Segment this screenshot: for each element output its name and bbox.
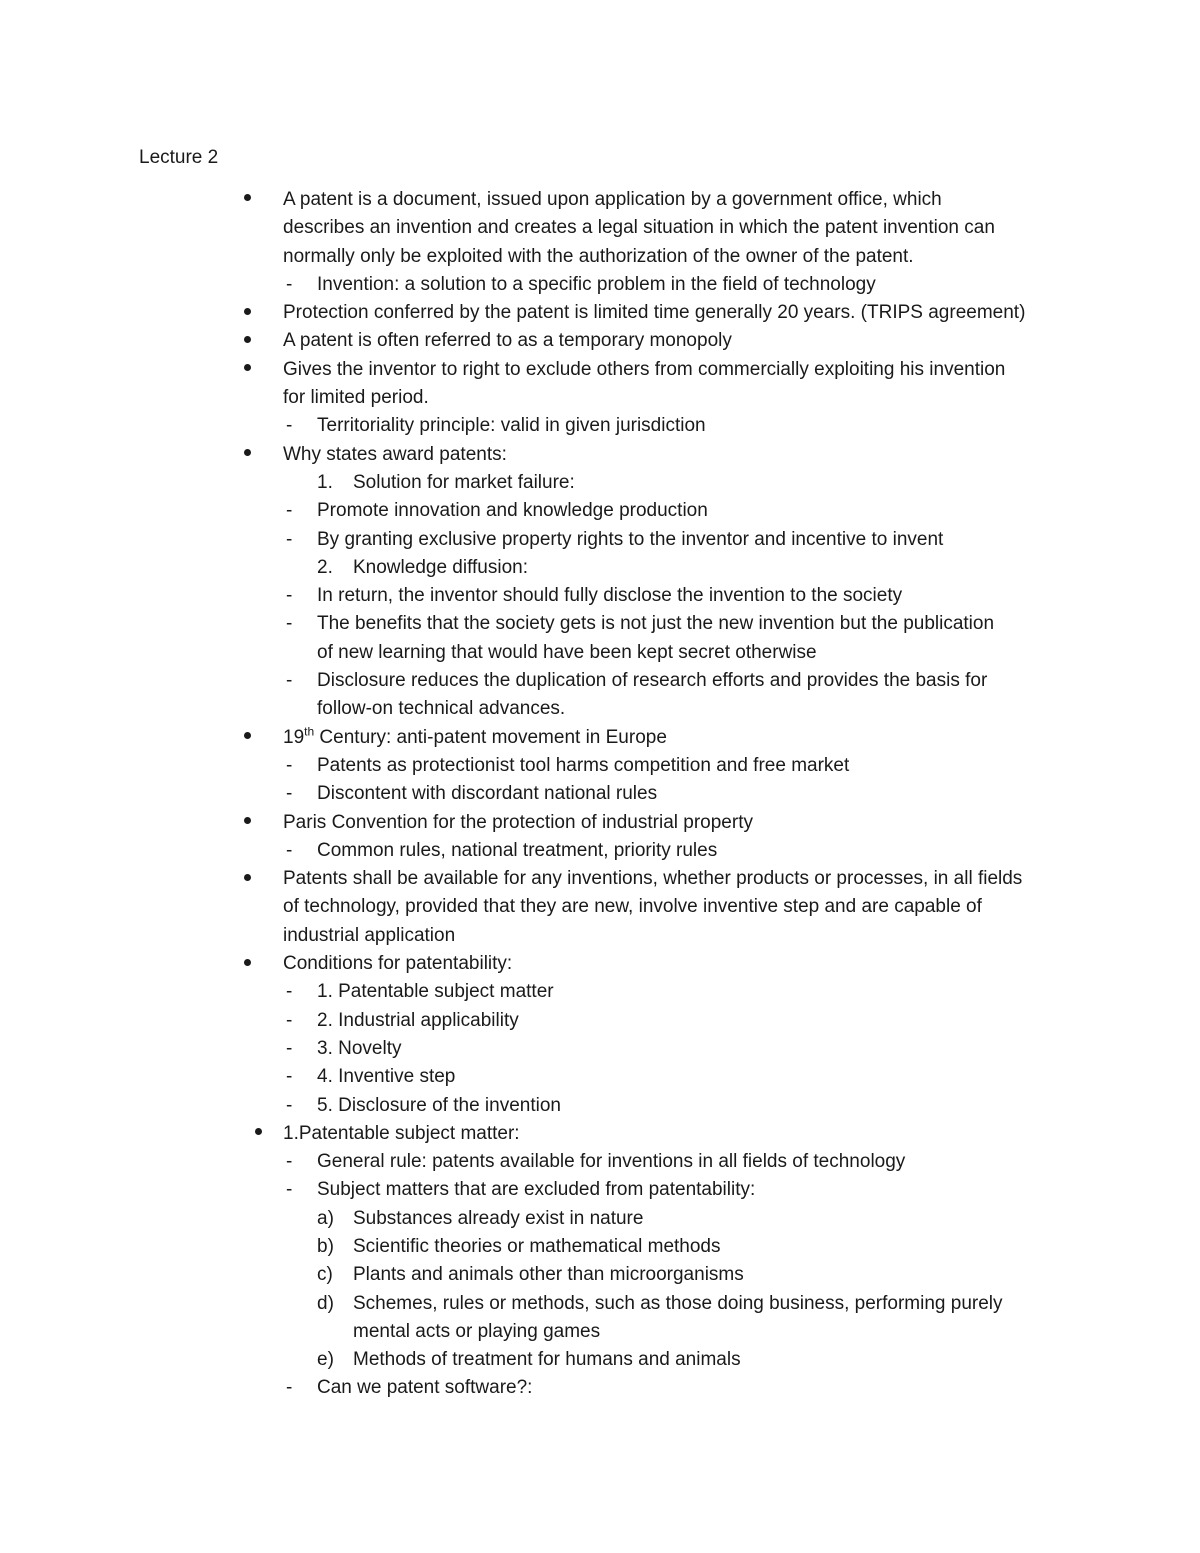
list-item-text: Can we patent software?: xyxy=(317,1377,533,1399)
list-item-text: 4. Inventive step xyxy=(317,1066,456,1088)
list-item xyxy=(0,214,1200,242)
list-marker: - xyxy=(286,783,293,805)
list-item-text: Methods of treatment for humans and animals xyxy=(353,1349,741,1371)
list-marker: - xyxy=(286,613,293,635)
list-item xyxy=(0,1148,1200,1176)
list-marker: - xyxy=(286,1179,293,1201)
list-item-text: 5. Disclosure of the invention xyxy=(317,1094,561,1116)
bullet-icon xyxy=(244,299,251,327)
list-item-text: General rule: patents available for inventions in all fields of technology xyxy=(317,1151,906,1173)
list-item-text: Substances already exist in nature xyxy=(353,1207,644,1229)
list-item xyxy=(0,1007,1200,1035)
list-item xyxy=(0,1092,1200,1120)
list-item-text: normally only be exploited with the authorization of the owner of the patent. xyxy=(283,245,914,267)
list-item-text: In return, the inventor should fully disclose the invention to the society xyxy=(317,585,903,607)
list-item-text: Conditions for patentability: xyxy=(283,953,513,975)
list-item xyxy=(0,1120,1200,1148)
list-item xyxy=(0,1205,1200,1233)
list-marker: - xyxy=(286,1151,293,1173)
list-item xyxy=(0,1374,1200,1402)
list-item xyxy=(0,752,1200,780)
list-item-text: Subject matters that are excluded from patentability: xyxy=(317,1179,756,1201)
list-item-text: 3. Novelty xyxy=(317,1037,402,1059)
list-item xyxy=(0,1176,1200,1204)
century-text: Century: anti-patent movement in Europe xyxy=(314,726,667,748)
list-item xyxy=(0,922,1200,950)
list-item-text: 1.Patentable subject matter: xyxy=(283,1122,520,1144)
list-item xyxy=(0,695,1200,723)
list-item xyxy=(0,299,1200,327)
list-item-text: Patents as protectionist tool harms competition and free market xyxy=(317,754,850,776)
list-marker: 1. xyxy=(317,471,333,493)
list-item-text: 2. Industrial applicability xyxy=(317,1009,519,1031)
list-item xyxy=(0,1035,1200,1063)
list-item xyxy=(0,950,1200,978)
list-item xyxy=(0,1063,1200,1091)
list-item-text: follow-on technical advances. xyxy=(317,698,566,720)
bullet-icon xyxy=(244,186,251,214)
list-item xyxy=(0,724,1200,752)
list-item xyxy=(0,327,1200,355)
list-marker: e) xyxy=(317,1349,334,1371)
list-marker: d) xyxy=(317,1292,334,1314)
list-marker: c) xyxy=(317,1264,333,1286)
list-item xyxy=(0,1261,1200,1289)
list-item-text: Plants and animals other than microorganisms xyxy=(353,1264,744,1286)
bullet-icon xyxy=(244,327,251,355)
list-item xyxy=(0,893,1200,921)
bullet-icon xyxy=(244,441,251,469)
list-item-text: for limited period. xyxy=(283,387,429,409)
list-marker: - xyxy=(286,754,293,776)
page-title: Lecture 2 xyxy=(139,147,219,168)
list-item-text: Common rules, national treatment, priority rules xyxy=(317,839,718,861)
list-item-text: describes an invention and creates a legal situation in which the patent invention can xyxy=(283,217,995,239)
list-item xyxy=(0,837,1200,865)
list-marker: - xyxy=(286,273,293,295)
list-marker: - xyxy=(286,585,293,607)
list-marker: - xyxy=(286,670,293,692)
list-item xyxy=(0,1290,1200,1318)
list-marker: - xyxy=(286,1066,293,1088)
list-item-text: Solution for market failure: xyxy=(353,471,575,493)
notes-list xyxy=(0,186,1200,1403)
list-item-text: Gives the inventor to right to exclude others from commercially exploiting his invention xyxy=(283,358,1006,380)
list-item xyxy=(0,1346,1200,1374)
list-item-text: of new learning that would have been kept secret otherwise xyxy=(317,641,817,663)
list-item-text: By granting exclusive property rights to the inventor and incentive to invent xyxy=(317,528,944,550)
list-marker: - xyxy=(286,839,293,861)
list-item-text: Protection conferred by the patent is limited time generally 20 years. (TRIPS agreement) xyxy=(283,302,1026,324)
list-item xyxy=(0,639,1200,667)
list-item xyxy=(0,412,1200,440)
list-item-text: Discontent with discordant national rules xyxy=(317,783,658,805)
list-item xyxy=(0,667,1200,695)
list-item xyxy=(0,526,1200,554)
list-item-text: Promote innovation and knowledge production xyxy=(317,500,708,522)
list-item xyxy=(0,271,1200,299)
list-item xyxy=(0,384,1200,412)
list-item-text: Schemes, rules or methods, such as those doing business, performing purely xyxy=(353,1292,1003,1314)
list-item-text: A patent is a document, issued upon application by a government office, which xyxy=(283,189,942,210)
list-marker: - xyxy=(286,981,293,1003)
century-number: 19 xyxy=(283,726,305,748)
list-item-text: Patents shall be available for any inventions, whether products or processes, in all fields xyxy=(283,868,1023,890)
list-marker: - xyxy=(286,528,293,550)
list-marker: - xyxy=(286,415,293,437)
list-marker: - xyxy=(286,500,293,522)
list-item xyxy=(0,441,1200,469)
list-item-text: Paris Convention for the protection of industrial property xyxy=(283,811,753,833)
bullet-icon xyxy=(244,950,251,978)
list-marker: b) xyxy=(317,1235,334,1257)
bullet-icon xyxy=(244,356,251,384)
list-item-text: Territoriality principle: valid in given jurisdiction xyxy=(317,415,706,437)
list-marker: - xyxy=(286,1094,293,1116)
list-item xyxy=(0,865,1200,893)
list-item-text: mental acts or playing games xyxy=(353,1320,601,1342)
bullet-icon xyxy=(255,1120,262,1148)
list-item-text: industrial application xyxy=(283,924,456,946)
bullet-icon xyxy=(244,865,251,893)
list-item-text: A patent is often referred to as a temporary monopoly xyxy=(283,330,732,352)
list-item-text: Knowledge diffusion: xyxy=(353,556,528,578)
list-marker: - xyxy=(286,1377,293,1399)
list-item-text: of technology, provided that they are new, involve inventive step and are capable of xyxy=(283,896,982,918)
list-item xyxy=(0,809,1200,837)
list-item xyxy=(0,356,1200,384)
list-item-text: 1. Patentable subject matter xyxy=(317,981,554,1003)
list-marker: 2. xyxy=(317,556,333,578)
list-marker: a) xyxy=(317,1207,334,1229)
bullet-icon xyxy=(244,809,251,837)
list-item-text: The benefits that the society gets is not just the new invention but the publication xyxy=(317,613,995,635)
list-item xyxy=(0,780,1200,808)
list-item xyxy=(0,469,1200,497)
list-item xyxy=(0,1318,1200,1346)
list-item xyxy=(0,582,1200,610)
bullet-icon xyxy=(244,724,251,752)
list-item-text xyxy=(283,724,667,752)
list-item xyxy=(0,554,1200,582)
list-item xyxy=(0,610,1200,638)
list-item xyxy=(0,186,1200,214)
list-item xyxy=(0,497,1200,525)
list-item xyxy=(0,243,1200,271)
list-item-text: Why states award patents: xyxy=(283,443,507,465)
list-item-text: Invention: a solution to a specific problem in the field of technology xyxy=(317,273,876,295)
list-marker: - xyxy=(286,1009,293,1031)
list-marker: - xyxy=(286,1037,293,1059)
list-item xyxy=(0,1233,1200,1261)
list-item-text: Disclosure reduces the duplication of research efforts and provides the basis for xyxy=(317,670,988,692)
list-item xyxy=(0,978,1200,1006)
list-item-text: Scientific theories or mathematical methods xyxy=(353,1235,721,1257)
ordinal-suffix: th xyxy=(304,724,315,739)
